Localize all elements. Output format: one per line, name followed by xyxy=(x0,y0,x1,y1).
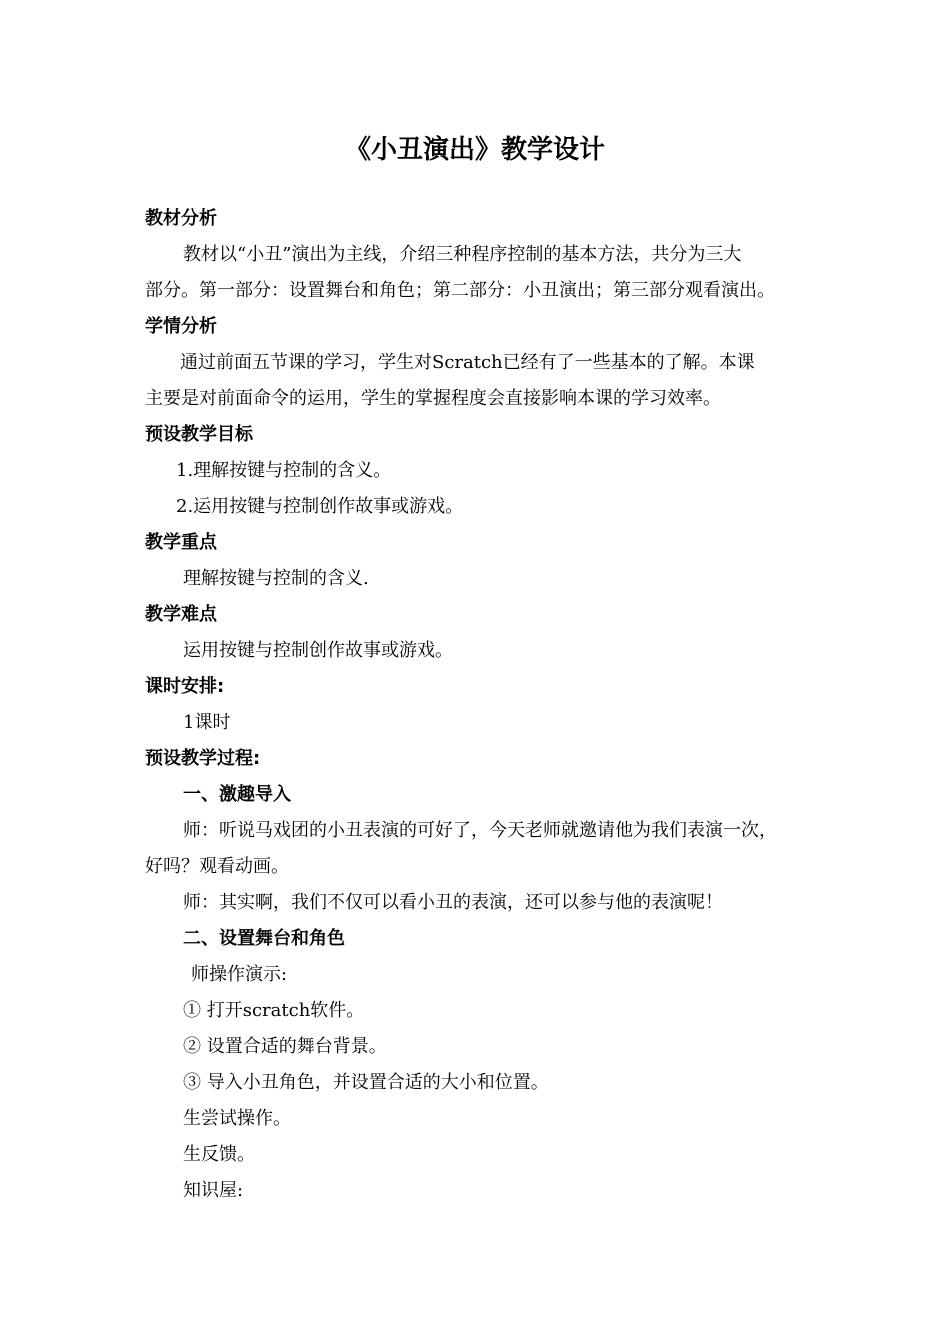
schedule-text: 1课时 xyxy=(183,712,231,733)
step-item: ① 打开scratch软件。 xyxy=(183,1000,365,1021)
section-heading-key-point: 教学重点 xyxy=(145,532,217,553)
difficulty-text: 运用按键与控制创作故事或游戏。 xyxy=(183,640,453,661)
paragraph-line: 教材以“小丑”演出为主线，介绍三种程序控制的基本方法，共分为三大 xyxy=(183,244,742,265)
step-heading-intro: 一、激趣导入 xyxy=(183,784,291,805)
paragraph-line: 好吗？观看动画。 xyxy=(145,856,289,877)
step-item: ② 设置合适的舞台背景。 xyxy=(183,1036,387,1057)
section-heading-student-analysis: 学情分析 xyxy=(145,316,217,337)
document-title: 《小丑演出》教学设计 xyxy=(344,135,605,165)
paragraph-line: 部分。第一部分：设置舞台和角色；第二部分：小丑演出；第三部分观看演出。 xyxy=(145,280,775,301)
paragraph-line: 师：听说马戏团的小丑表演的可好了，今天老师就邀请他为我们表演一次， xyxy=(183,820,777,841)
paragraph-line: 师：其实啊，我们不仅可以看小丑的表演，还可以参与他的表演呢！ xyxy=(183,892,723,913)
paragraph-line: 知识屋: xyxy=(183,1180,244,1201)
paragraph-line: 生反馈。 xyxy=(183,1144,255,1165)
section-heading-schedule: 课时安排: xyxy=(145,676,225,697)
section-heading-objectives: 预设教学目标 xyxy=(145,424,253,445)
section-heading-process: 预设教学过程: xyxy=(145,748,261,769)
paragraph-line: 通过前面五节课的学习，学生对Scratch已经有了一些基本的了解。本课 xyxy=(180,352,755,373)
step-heading-setup: 二、设置舞台和角色 xyxy=(183,928,345,949)
section-heading-material-analysis: 教材分析 xyxy=(145,208,217,229)
objective-item: 2.运用按键与控制创作故事或游戏。 xyxy=(176,496,464,517)
paragraph-line: 生尝试操作。 xyxy=(183,1108,291,1129)
section-heading-difficulty: 教学难点 xyxy=(145,604,217,625)
key-point-text: 理解按键与控制的含义. xyxy=(183,568,369,589)
objective-item: 1.理解按键与控制的含义。 xyxy=(176,460,392,481)
step-item: ③ 导入小丑角色，并设置合适的大小和位置。 xyxy=(183,1072,549,1093)
paragraph-line: 主要是对前面命令的运用，学生的掌握程度会直接影响本课的学习效率。 xyxy=(145,388,721,409)
paragraph-line: 师操作演示: xyxy=(191,964,288,985)
